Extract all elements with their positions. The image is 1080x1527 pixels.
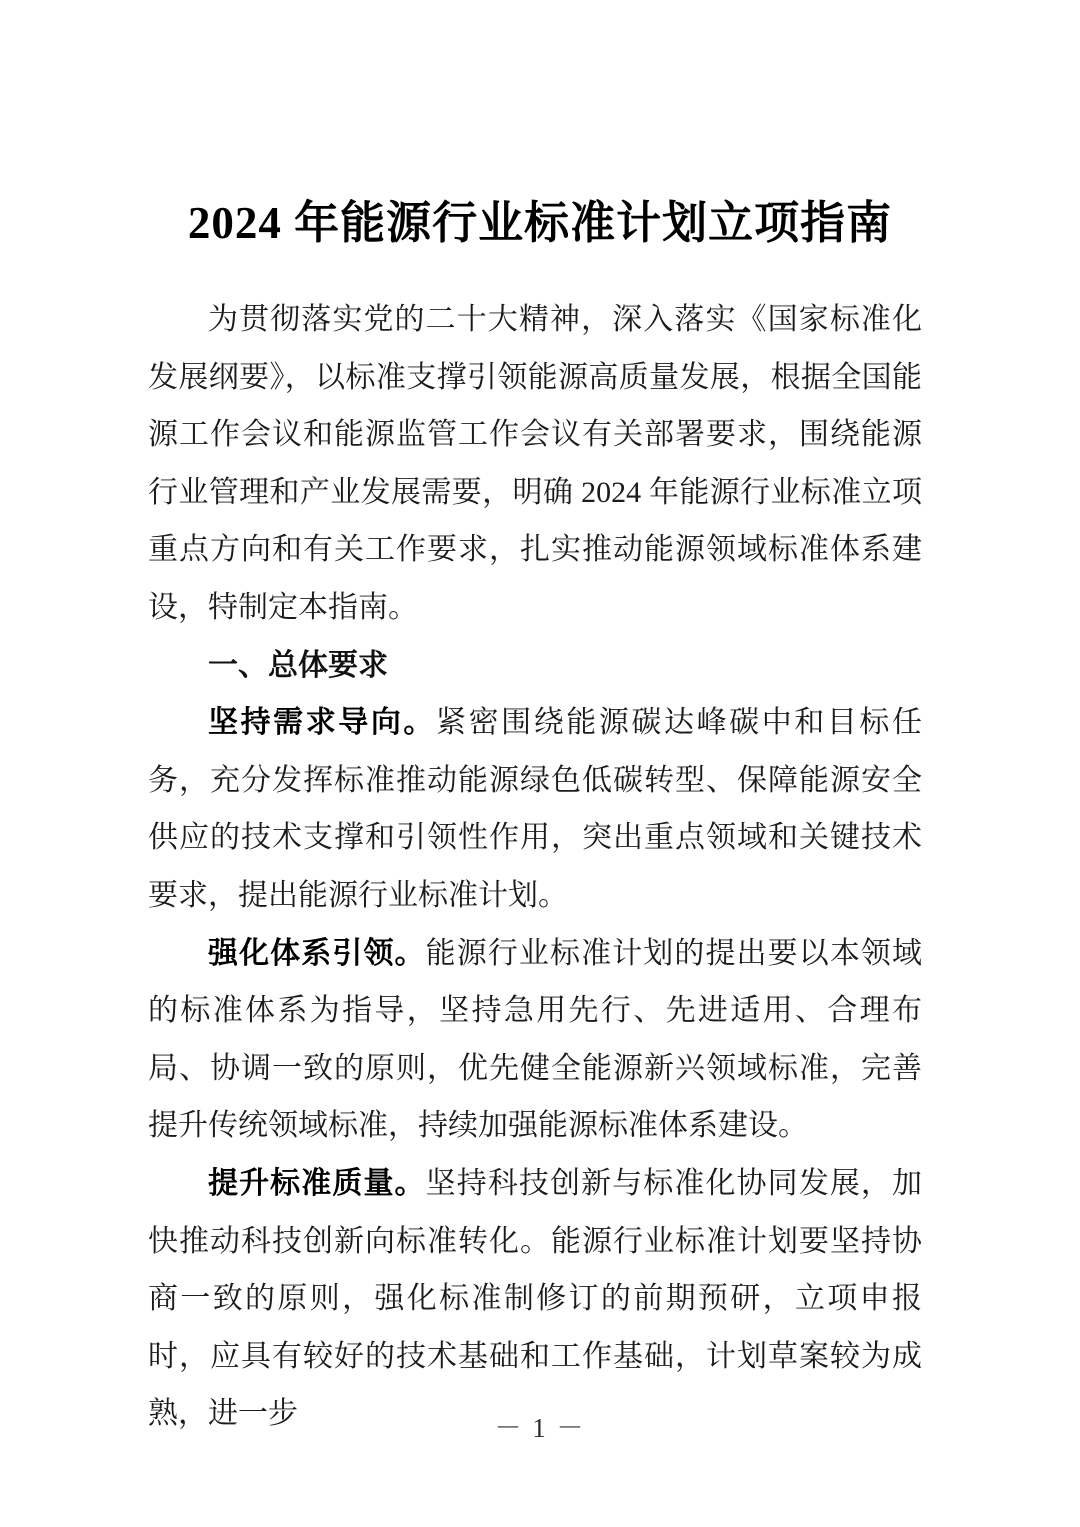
- section-heading: 一、总体要求: [208, 648, 388, 682]
- paragraph-lead: 强化体系引领。: [208, 936, 426, 970]
- page-number: － 1 －: [494, 1413, 586, 1443]
- paragraph: 提升标准质量。坚持科技创新与标准化协同发展，加快推动科技创新向标准转化。能源行业标准计划要坚持协商一致的原则，强化标准制修订的前期预研，立项申报时，应具有较好的技术基础和工作基础，计划草案较为成熟，进一步: [148, 1166, 923, 1431]
- paragraph: 为贯彻落实党的二十大精神，深入落实《国家标准化发展纲要》，以标准支撑引领能源高质量发展，根据全国能源工作会议和能源监管工作会议有关部署要求，围绕能源行业管理和产业发展需要，明确 2024 年能源行业标准立项重点方向和有关工作要求，扎实推动能源领域标准体系建设，特制定本指南。: [148, 303, 922, 624]
- paragraph-lead: 坚持需求导向。: [208, 706, 436, 740]
- document-body: [0, 291, 1080, 1443]
- paragraph-lead: 提升标准质量。: [208, 1166, 426, 1200]
- paragraph: 坚持需求导向。紧密围绕能源碳达峰碳中和目标任务，充分发挥标准推动能源绿色低碳转型、保障能源安全供应的技术支撑和引领性作用，突出重点领域和关键技术要求，提出能源行业标准计划。: [148, 706, 922, 912]
- paragraph: 强化体系引领。能源行业标准计划的提出要以本领域的标准体系为指导，坚持急用先行、先进适用、合理布局、协调一致的原则，优先健全能源新兴领域标准，完善提升传统领域标准，持续加强能源标准体系建设。: [148, 936, 923, 1143]
- page-footer: [0, 1413, 1080, 1443]
- document-title: 2024 年能源行业标准计划立项指南: [187, 198, 893, 248]
